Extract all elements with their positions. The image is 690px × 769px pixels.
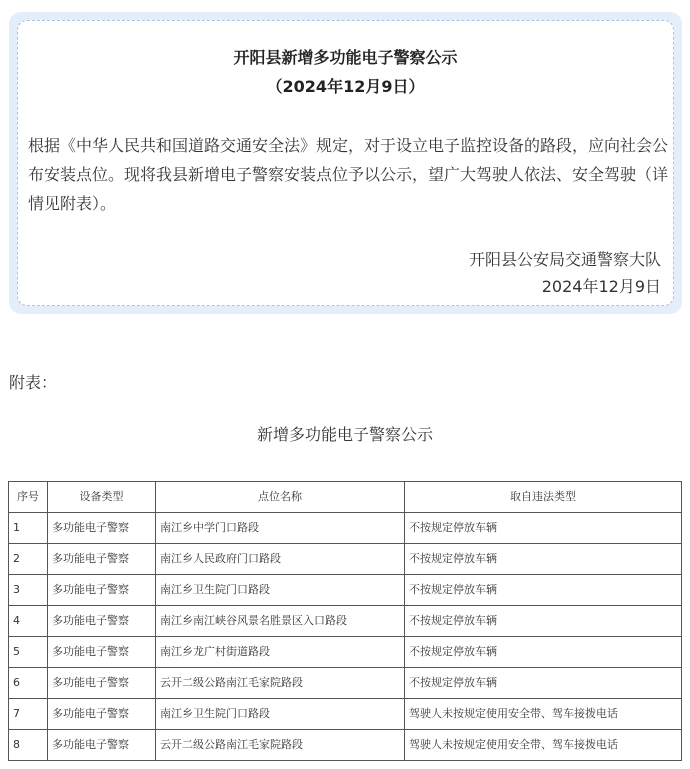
cell-device-type: 多功能电子警察 [48, 513, 156, 544]
table-row [9, 544, 682, 575]
table-row [9, 637, 682, 668]
cell-location: 南江乡卫生院门口路段 [156, 575, 405, 606]
cell-index: 5 [9, 637, 48, 668]
cell-device-type: 多功能电子警察 [48, 637, 156, 668]
cell-device-type: 多功能电子警察 [48, 668, 156, 699]
cell-index: 8 [9, 730, 48, 761]
table-row [9, 606, 682, 637]
header-device-type: 设备类型 [48, 482, 156, 513]
cell-violation-type: 不按规定停放车辆 [405, 544, 682, 575]
appendix-label: 附表： [9, 373, 58, 392]
cell-violation-type: 不按规定停放车辆 [405, 513, 682, 544]
notice-inner-frame [17, 20, 674, 306]
cell-device-type: 多功能电子警察 [48, 730, 156, 761]
cell-violation-type: 驾驶人未按规定使用安全带、驾车接拨电话 [405, 699, 682, 730]
cell-device-type: 多功能电子警察 [48, 699, 156, 730]
table-row [9, 575, 682, 606]
cell-violation-type: 驾驶人未按规定使用安全带、驾车接拨电话 [405, 730, 682, 761]
signature-org: 开阳县公安局交通警察大队 [468, 250, 661, 269]
cell-index: 7 [9, 699, 48, 730]
table-title: 新增多功能电子警察公示 [256, 425, 433, 444]
header-location: 点位名称 [156, 482, 405, 513]
camera-table [8, 481, 682, 761]
signature-date: 2024年12月9日 [541, 277, 661, 296]
cell-location: 云开二级公路南江毛家院路段 [156, 730, 405, 761]
cell-violation-type: 不按规定停放车辆 [405, 606, 682, 637]
cell-location: 南江乡南江峡谷风景名胜景区入口路段 [156, 606, 405, 637]
cell-location: 云开二级公路南江毛家院路段 [156, 668, 405, 699]
cell-index: 2 [9, 544, 48, 575]
table-row [9, 668, 682, 699]
cell-device-type: 多功能电子警察 [48, 606, 156, 637]
notice-date: （2024年12月9日） [266, 77, 425, 96]
header-violation-type: 取自违法类型 [405, 482, 682, 513]
notice-body: 根据《中华人民共和国道路交通安全法》规定，对于设立电子监控设备的路段，应向社会公布安装点位。现将我县新增电子警察安装点位予以公示，望广大驾驶人依法、安全驾驶（详情见附表）。 [28, 136, 669, 213]
table-row [9, 730, 682, 761]
cell-violation-type: 不按规定停放车辆 [405, 575, 682, 606]
cell-location: 南江乡龙广村街道路段 [156, 637, 405, 668]
cell-index: 1 [9, 513, 48, 544]
cell-device-type: 多功能电子警察 [48, 544, 156, 575]
cell-location: 南江乡卫生院门口路段 [156, 699, 405, 730]
notice-box [9, 12, 682, 314]
table-row [9, 513, 682, 544]
notice-title: 开阳县新增多功能电子警察公示 [233, 48, 458, 67]
table-row [9, 699, 682, 730]
cell-violation-type: 不按规定停放车辆 [405, 668, 682, 699]
cell-device-type: 多功能电子警察 [48, 575, 156, 606]
table-header-row [9, 482, 682, 513]
header-index: 序号 [9, 482, 48, 513]
cell-location: 南江乡人民政府门口路段 [156, 544, 405, 575]
cell-index: 3 [9, 575, 48, 606]
cell-index: 4 [9, 606, 48, 637]
cell-index: 6 [9, 668, 48, 699]
cell-location: 南江乡中学门口路段 [156, 513, 405, 544]
cell-violation-type: 不按规定停放车辆 [405, 637, 682, 668]
